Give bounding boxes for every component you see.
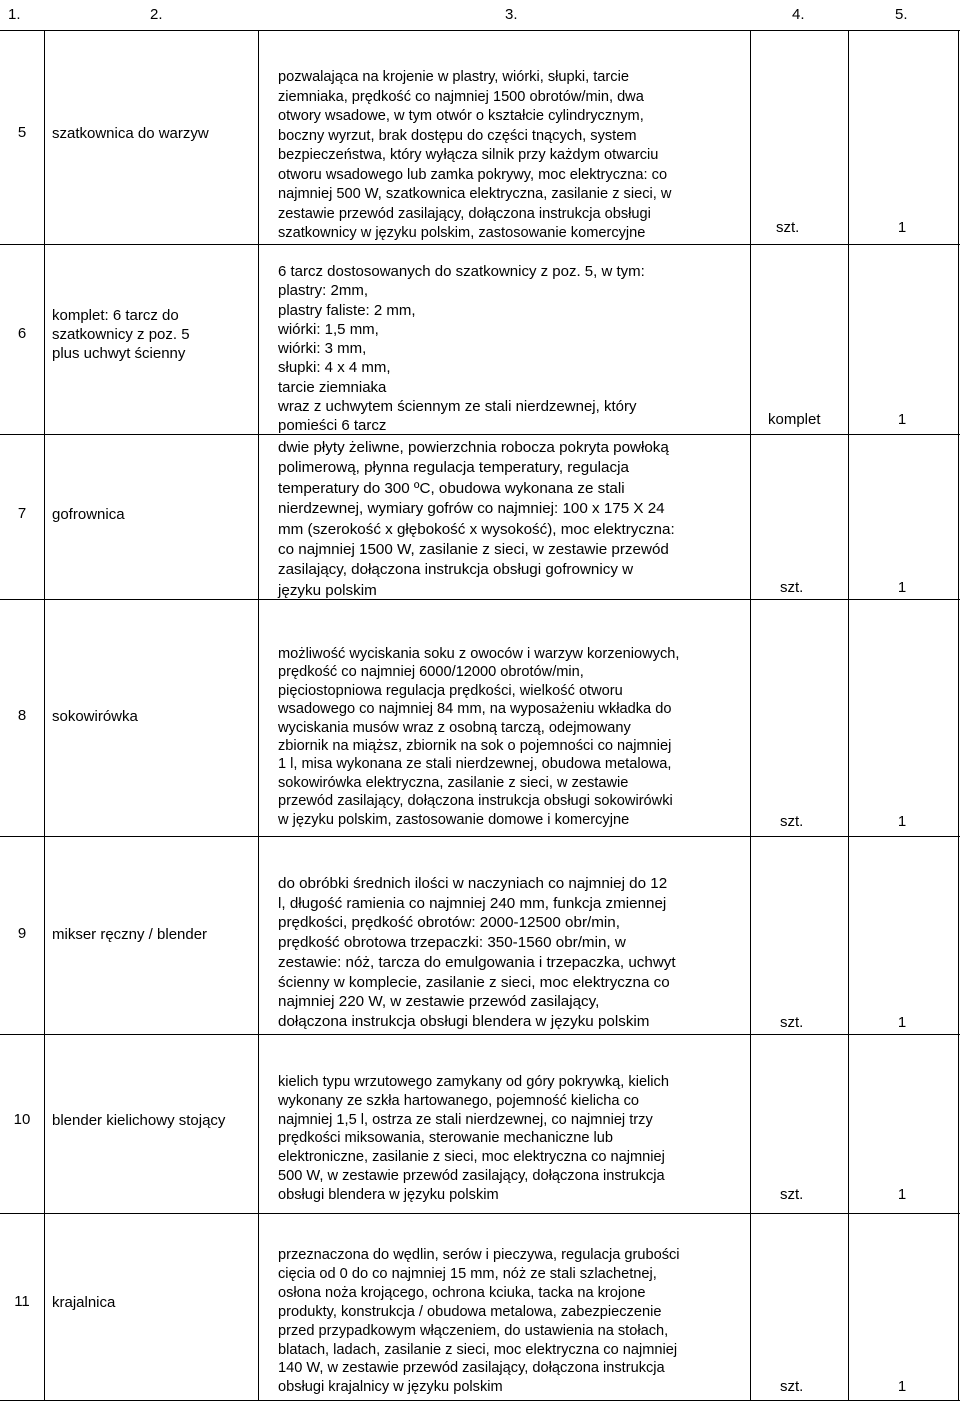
row-number: 7 [17,505,27,522]
item-description: 6 tarcz dostosowanych do szatkownicy z poz. 5, w tym: plastry: 2mm, plastry faliste: 2 mm, wiórki: 1,5 mm, wiórki: 3 mm, słupki: 4 x 4 mm, tarcie ziemniaka wraz z uchwytem ściennym ze stali nierdzewnej, który pomieści 6 tarcz [278,263,645,435]
row-number: 5 [17,124,27,141]
col-divider [750,30,751,1401]
item-quantity: 1 [897,1378,907,1395]
row-divider [0,1034,960,1035]
item-description: kielich typu wrzutowego zamykany od góry pokrywką, kielich wykonany ze szkła hartowanego, pojemność kielicha co najmniej 1,5 l, ostrza ze stali nierdzewnej, co najmniej trzy prędkości miksowania, sterowanie mechaniczne lub elektroniczne, zasilanie z sieci, moc elektryczna co najmniej 500 W, w zestawie przewód zasilający, dołączona instrukcja obsługi blendera w języku polskim [278,1074,669,1203]
header-col-5: 5. [895,6,908,23]
header-col-1: 1. [8,6,21,23]
item-name: mikser ręczny / blender [52,926,208,943]
item-name: krajalnica [52,1294,116,1311]
col-divider [958,30,959,1401]
row-divider [0,1213,960,1214]
item-unit: szt. [780,1014,804,1031]
item-description: możliwość wyciskania soku z owoców i warzyw korzeniowych, prędkość co najmniej 6000/12000 obrotów/min, pięciostopniowa regulacja prędkości, wielkość otworu wsadowego co najmniej 84 mm, na wyposażeniu wkładka do wyciskania musów wraz z osobną tarczą, odejmowany zbiornik na miąższ, zbiornik na sok o pojemności co najmniej 1 l, misa wykonana ze stali nierdzewnej, obudowa metalowa, sokowirówka elektryczna, zasilanie z sieci, w zestawie przewód zasilający, dołączona instrukcja obsługi sokowirówki w języku polskim, zastosowanie domowe i komercyjne [278,646,680,828]
row-divider [0,836,960,837]
row-number: 8 [17,707,27,724]
item-quantity: 1 [897,579,907,596]
item-quantity: 1 [897,219,907,236]
item-unit: szt. [776,219,800,236]
item-unit: szt. [780,579,804,596]
table-header [0,0,960,31]
row-number: 6 [17,325,27,342]
item-name: komplet: 6 tarcz do szatkownicy z poz. 5 plus uchwyt ścienny [52,307,190,362]
item-name: sokowirówka [52,708,138,725]
item-quantity: 1 [897,813,907,830]
row-number: 11 [14,1293,30,1310]
item-unit: szt. [780,813,804,830]
col-divider [848,30,849,1401]
row-number: 9 [17,925,27,942]
item-name: gofrownica [52,506,125,523]
header-col-3: 3. [505,6,518,23]
item-unit: komplet [768,411,821,428]
item-name: blender kielichowy stojący [52,1112,226,1129]
item-description: przeznaczona do wędlin, serów i pieczywa, regulacja grubości cięcia od 0 do co najmniej 15 mm, nóż ze stali szlachetnej, osłona noża krojącego, ochrona kciuka, tacka na krojone produkty, konstrukcja / obudowa metalowa, zabezpieczenie przed przypadkowym włączeniem, do ustawienia na stołach, blatach, ladach, zasilanie z sieci, moc elektryczna co najmniej 140 W, w zestawie przewód zasilający, dołączona instrukcja obsługi krajalnicy w języku polskim [278,1247,680,1396]
col-divider [258,30,259,1401]
row-divider [0,244,960,245]
item-description: dwie płyty żeliwne, powierzchnia robocza pokryta powłoką polimerową, płynna regulacja temperatury, regulacja temperatury do 300 ºC, obudowa wykonana ze stali nierdzewnej, wymiary gofrów co najmniej: 100 x 175 X 24 mm (szerokość x głębokość x wysokość), moc elektryczna: co najmniej 1500 W, zasilanie z sieci, w zestawie przewód zasilający, dołączona instrukcja obsługi gofrownicy w języku polskim [278,439,675,599]
item-quantity: 1 [897,1186,907,1203]
item-name: szatkownica do warzyw [52,125,209,142]
item-unit: szt. [780,1186,804,1203]
header-col-2: 2. [150,6,163,23]
item-description: do obróbki średnich ilości w naczyniach co najmniej do 12 l, długość ramienia co najmniej 240 mm, funkcja zmiennej prędkości, prędkość obrotów: 2000-12500 obr/min, prędkość obrotowa trzepaczki: 350-1560 obr/min, w zestawie: nóż, tarcza do emulgowania i trzepaczka, uchwyt ścienny w komplecie, zasilanie z sieci, moc elektryczna co najmniej 220 W, w zestawie przewód zasilający, dołączona instrukcja obsługi blendera w języku polskim [278,875,676,1030]
item-description: pozwalająca na krojenie w plastry, wiórki, słupki, tarcie ziemniaka, prędkość co najmniej 1500 obrotów/min, dwa otwory wsadowe, w tym otwór o kształcie cylindrycznym, boczny wyrzut, brak dostępu do części tnących, system bezpieczeństwa, który wyłącza silnik przy każdym otwarciu otworu wsadowego lub zamka pokrywy, moc elektryczna: co najmniej 500 W, szatkownica elektryczna, zasilanie z sieci, w zestawie przewód zasilający, dołączona instrukcja obsługi szatkownicy w języku polskim, zastosowanie komercyjne [278,69,672,241]
col-divider [44,30,45,1401]
row-number: 10 [13,1111,31,1128]
item-quantity: 1 [897,411,907,428]
item-unit: szt. [780,1378,804,1395]
header-col-4: 4. [792,6,805,23]
item-quantity: 1 [897,1014,907,1031]
